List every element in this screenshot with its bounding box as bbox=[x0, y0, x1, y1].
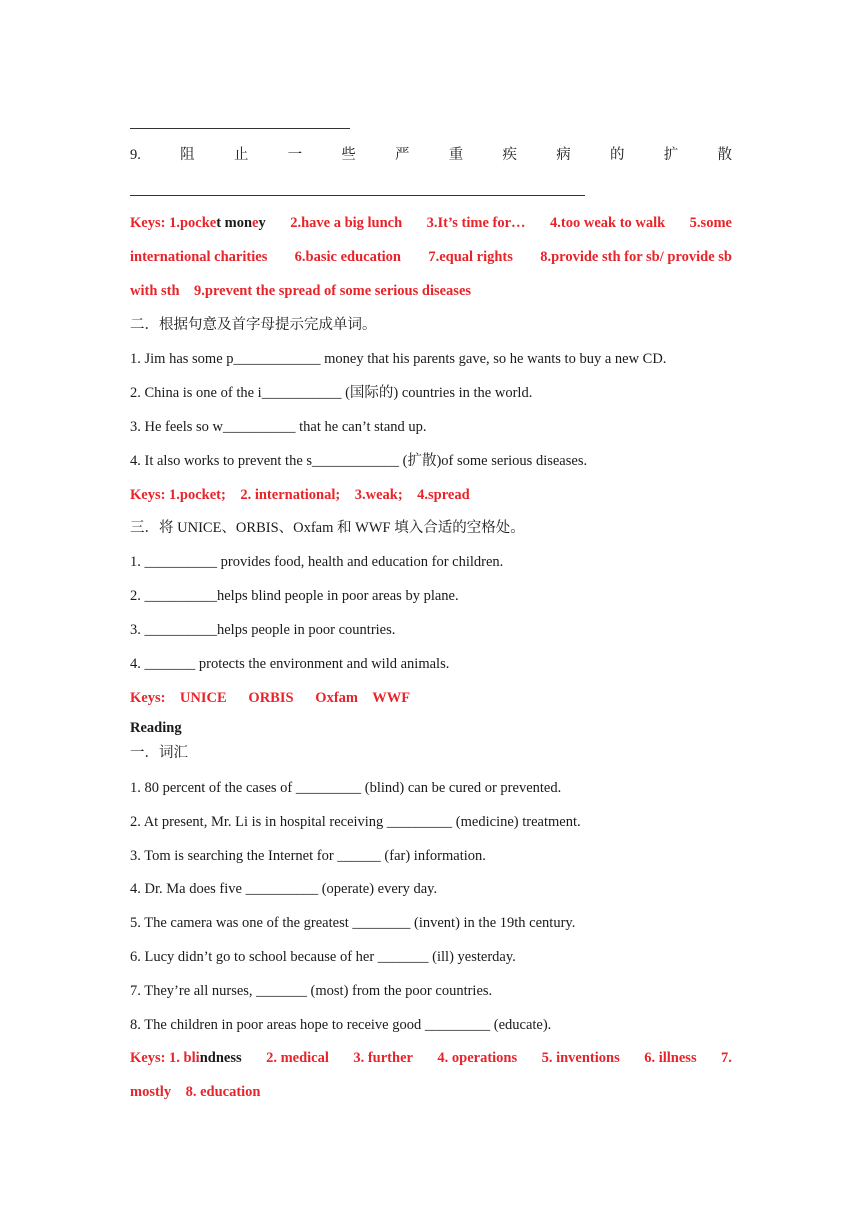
answer-blank-line bbox=[130, 128, 350, 129]
key-part: ndness bbox=[199, 1050, 242, 1066]
key-item: 8.provide sth for sb/ provide sb bbox=[540, 249, 732, 265]
key-item: 2. medical bbox=[266, 1050, 329, 1066]
item-9-char: 严 bbox=[395, 147, 410, 163]
item-9-number: 9. bbox=[130, 147, 141, 163]
reading-title: Reading bbox=[130, 720, 182, 736]
item-9-char: 的 bbox=[609, 147, 625, 163]
exercise-item: 1. Jim has some p____________ money that his parents gave, so he wants to buy a new CD. bbox=[130, 351, 667, 367]
item-9-char: 些 bbox=[341, 147, 356, 163]
key-item: 3. further bbox=[353, 1050, 413, 1066]
key-item: 4.too weak to walk bbox=[550, 215, 666, 231]
exercise-item: 1. __________ provides food, health and education for children. bbox=[130, 554, 504, 570]
item-9-char: 病 bbox=[556, 147, 571, 163]
exercise-item: 3. He feels so w__________ that he can’t stand up. bbox=[130, 419, 427, 435]
item-9-row bbox=[130, 146, 732, 164]
section-heading: 三．将 UNICE、ORBIS、Oxfam 和 WWF 填入合适的空格处。 bbox=[130, 520, 525, 536]
exercise-item: 2. At present, Mr. Li is in hospital receiving _________ (medicine) treatment. bbox=[130, 814, 581, 830]
exercise-item: 3. Tom is searching the Internet for ______ (far) information. bbox=[130, 848, 486, 864]
key-item: 4. operations bbox=[437, 1050, 518, 1066]
key-item: 6.basic education bbox=[294, 249, 401, 265]
key-item: 5.some bbox=[689, 215, 732, 231]
key-part: e bbox=[252, 215, 259, 231]
item-9-char: 止 bbox=[233, 147, 249, 163]
key-part: Keys: 1. bli bbox=[130, 1050, 200, 1066]
key-item: 6. illness bbox=[644, 1050, 697, 1066]
key-item: 7.equal rights bbox=[428, 249, 513, 265]
key-part: 1.pocke bbox=[169, 215, 217, 231]
exercise-item: 6. Lucy didn’t go to school because of her _______ (ill) yesterday. bbox=[130, 949, 516, 965]
exercise-item: 8. The children in poor areas hope to receive good _________ (educate). bbox=[130, 1017, 552, 1033]
exercise-item: 2. __________helps blind people in poor areas by plane. bbox=[130, 588, 459, 604]
exercise-item: 5. The camera was one of the greatest ________ (invent) in the 19th century. bbox=[130, 915, 576, 931]
section-heading: 二．根据句意及首字母提示完成单词。 bbox=[130, 317, 377, 333]
exercise-item: 3. __________helps people in poor countries. bbox=[130, 622, 396, 638]
exercise-item: 4. It also works to prevent the s____________ (扩散)of some serious diseases. bbox=[130, 453, 588, 469]
key-part: t mon bbox=[216, 215, 253, 231]
keys-line: mostly 8. education bbox=[130, 1084, 261, 1100]
item-9-char: 扩 bbox=[663, 147, 679, 163]
key-item: 5. inventions bbox=[541, 1050, 620, 1066]
key-item: 2.have a big lunch bbox=[290, 215, 403, 231]
keys-line bbox=[130, 1049, 732, 1067]
keys-line: Keys: 1.pocket; 2. international; 3.weak; 4.spread bbox=[130, 487, 470, 503]
keys-label: Keys: bbox=[130, 215, 166, 231]
item-9-char: 散 bbox=[717, 147, 732, 163]
key-item: 3.It’s time for… bbox=[426, 215, 526, 231]
keys-line: Keys: UNICE ORBIS Oxfam WWF bbox=[130, 690, 411, 706]
item-9-char: 一 bbox=[287, 147, 303, 163]
keys-line bbox=[130, 214, 732, 232]
exercise-item: 7. They’re all nurses, _______ (most) from the poor countries. bbox=[130, 983, 493, 999]
keys-line: with sth 9.prevent the spread of some serious diseases bbox=[130, 283, 472, 299]
key-item: 7. bbox=[721, 1050, 732, 1066]
key-part: y bbox=[258, 215, 266, 231]
item-9-char: 阻 bbox=[180, 147, 195, 163]
item-9-char: 疾 bbox=[502, 147, 518, 163]
answer-blank-line bbox=[130, 195, 585, 196]
item-9-char: 重 bbox=[448, 147, 464, 163]
keys-line bbox=[130, 248, 732, 266]
exercise-item: 4. _______ protects the environment and wild animals. bbox=[130, 656, 450, 672]
section-heading: 一．词汇 bbox=[130, 745, 188, 761]
exercise-item: 4. Dr. Ma does five __________ (operate) every day. bbox=[130, 881, 438, 897]
exercise-item: 1. 80 percent of the cases of _________ (blind) can be cured or prevented. bbox=[130, 780, 562, 796]
exercise-item: 2. China is one of the i___________ (国际的) countries in the world. bbox=[130, 385, 533, 401]
key-item: international charities bbox=[130, 249, 268, 265]
